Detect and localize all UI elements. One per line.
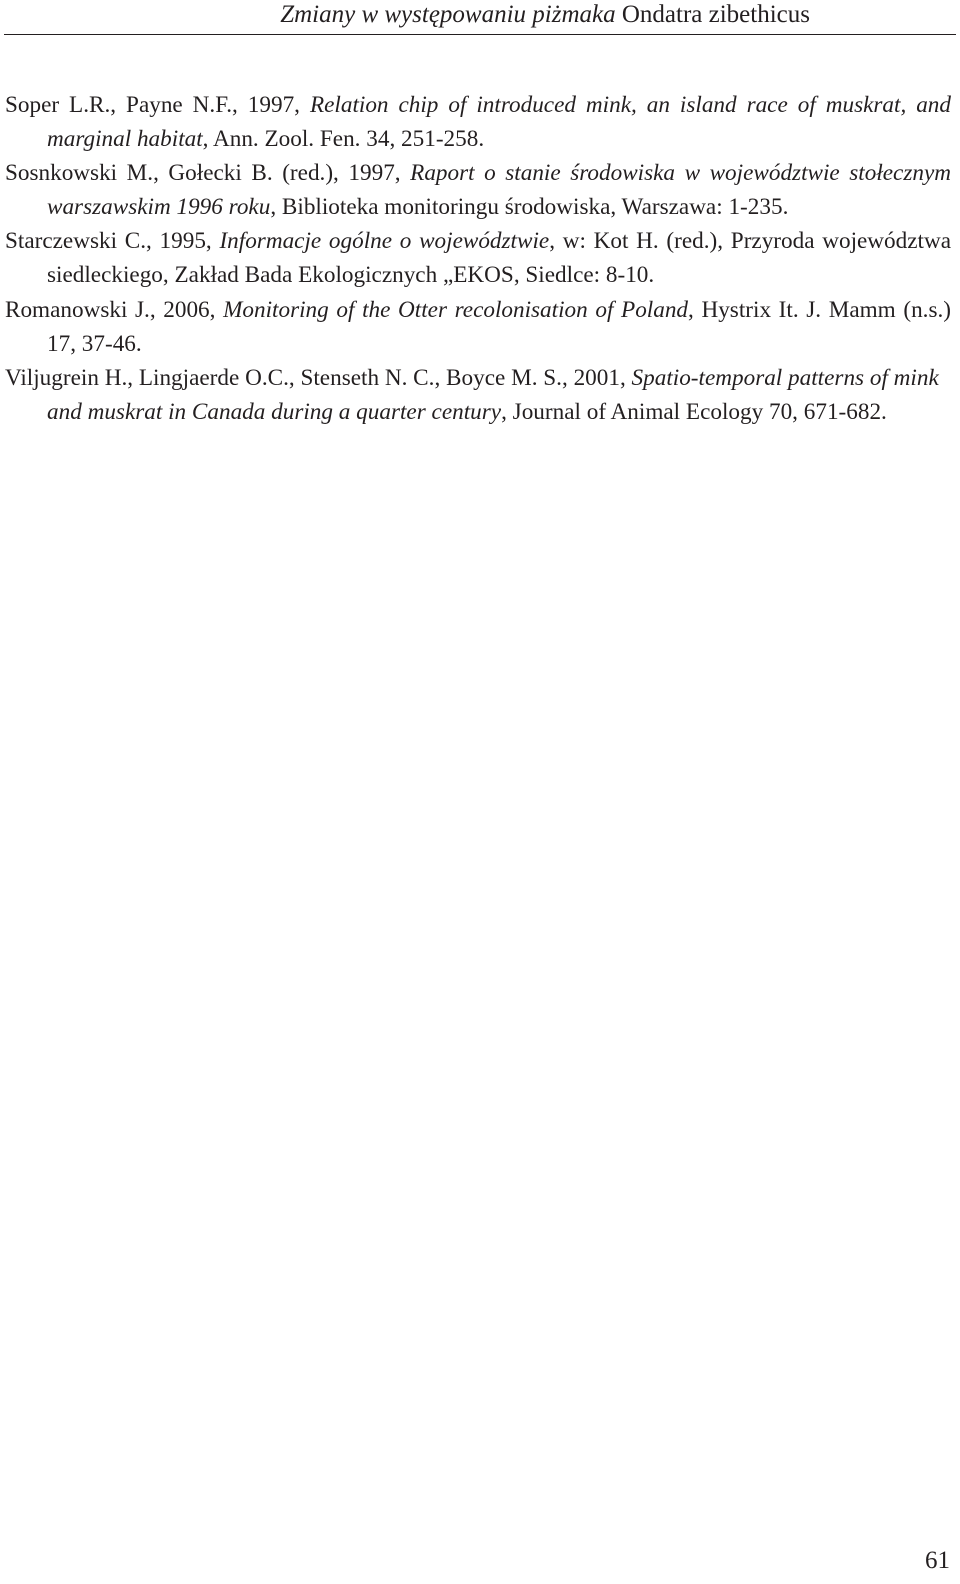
reference-item	[5, 156, 951, 224]
reference-authors-year: Soper L.R., Payne N.F., 1997,	[5, 92, 310, 118]
reference-source: , w: Kot H. (red.), Przyroda województwa siedleckiego, Zakład Bada Ekologicznych „EKOS, Siedlce: 8-10.	[47, 228, 952, 289]
reference-authors-year: Romanowski J., 2006,	[5, 296, 224, 323]
reference-source: , Journal of Animal Ecology 70, 671-682.	[501, 398, 887, 425]
page-number: 61	[925, 1547, 950, 1574]
reference-title: Relation chip of introduced mink, an island race of muskrat, and marginal habitat	[47, 92, 951, 153]
reference-list	[5, 88, 951, 429]
reference-item	[5, 293, 951, 361]
reference-title: Monitoring of the Otter recolonisation of Poland	[223, 296, 689, 323]
reference-authors-year: Starczewski C., 1995,	[5, 228, 220, 255]
running-head-title	[280, 0, 810, 30]
reference-item	[5, 88, 951, 156]
reference-source: , Hystrix It. J. Mamm (n.s.) 17, 37-46.	[47, 296, 952, 357]
reference-source: , Biblioteka monitoringu środowiska, Warszawa: 1-235.	[270, 194, 789, 221]
reference-item	[5, 224, 951, 292]
reference-title: Informacje ogólne o województwie	[219, 228, 550, 255]
reference-item	[5, 361, 951, 429]
reference-source: , Ann. Zool. Fen. 34, 251-258.	[202, 126, 485, 153]
running-head-italic: Zmiany w występowaniu piżmaka	[280, 1, 616, 28]
reference-authors-year: Sosnkowski M., Gołecki B. (red.), 1997,	[5, 160, 411, 187]
header-rule	[4, 34, 956, 35]
reference-title: Spatio-temporal patterns of mink and muskrat in Canada during a quarter century	[47, 364, 939, 425]
running-head	[0, 0, 960, 38]
reference-title: Raport o stanie środowiska w województwie stołecznym warszawskim 1996 roku	[47, 160, 952, 221]
reference-authors-year: Viljugrein H., Lingjaerde O.C., Stenseth N. C., Boyce M. S., 2001,	[5, 364, 632, 391]
running-head-species: Ondatra zibethicus	[621, 1, 810, 28]
